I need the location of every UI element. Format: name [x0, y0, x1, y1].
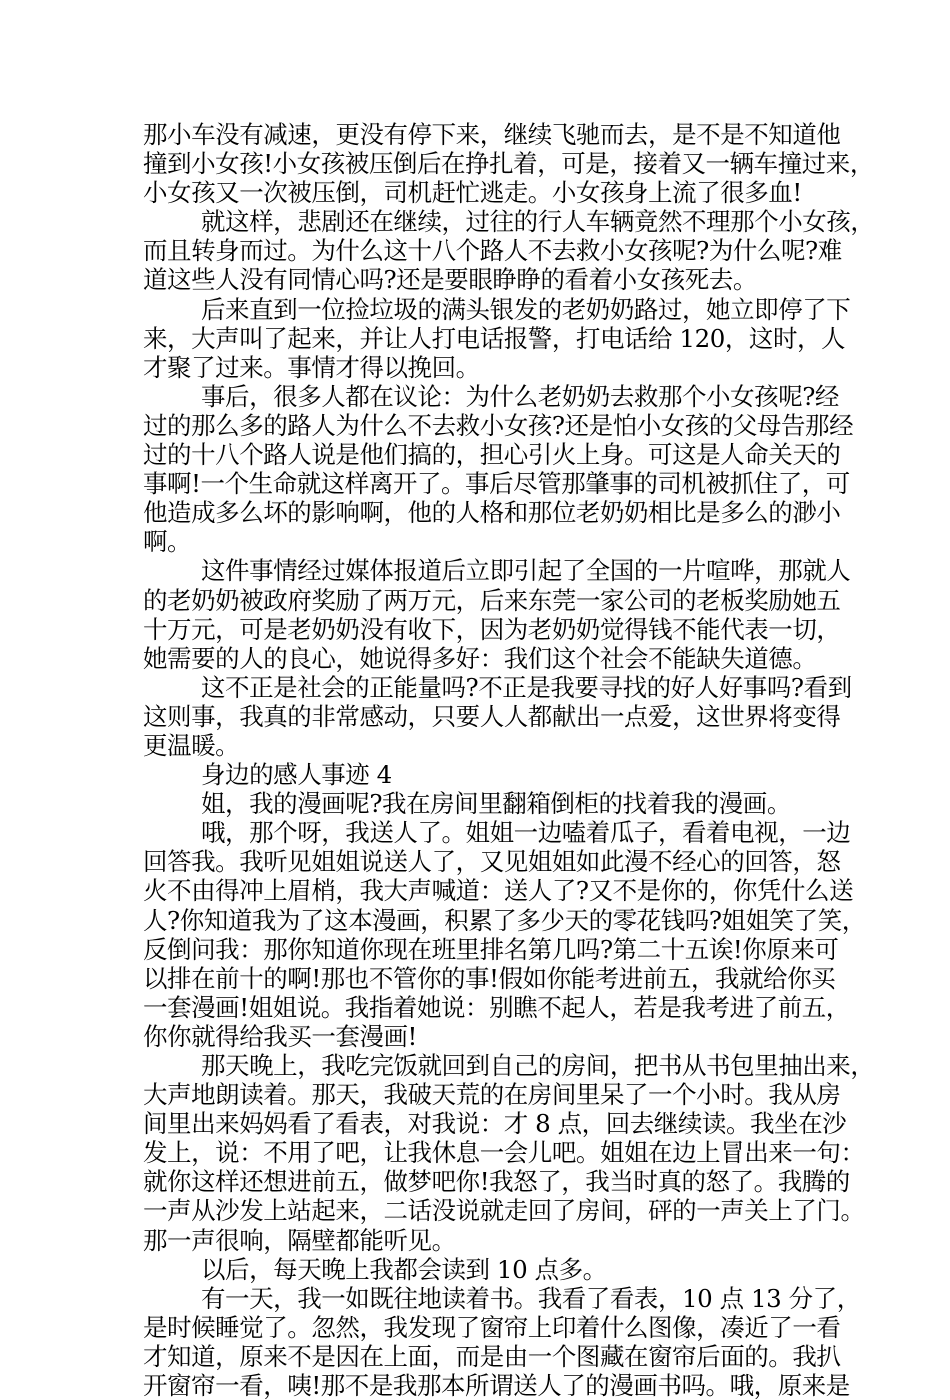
text-line: 过的那么多的路人为什么不去救小女孩?还是怕小女孩的父母告那经 [143, 410, 854, 440]
text-line: 更温暖。 [143, 730, 240, 760]
text-line: 间里出来妈妈看了看表，对我说：才 8 点，回去继续读。我坐在沙 [143, 1109, 847, 1139]
text-line: 有一天，我一如既往地读着书。我看了看表，10 点 13 分了， [201, 1283, 861, 1313]
text-line: 以排在前十的啊!那也不管你的事!假如你能考进前五，我就给你买 [143, 963, 836, 993]
text-line: 小女孩又一次被压倒，司机赶忙逃走。小女孩身上流了很多血! [143, 178, 802, 208]
text-line: 那小车没有减速，更没有停下来，继续飞驰而去，是不是不知道他 [143, 120, 841, 149]
text-line: 反倒问我：那你知道你现在班里排名第几吗?第二十五诶!你原来可 [143, 934, 839, 964]
text-line: 过的十八个路人说是他们搞的，担心引火上身。可这是人命关天的 [143, 440, 841, 470]
text-line: 一声从沙发上站起来，二话没说就走回了房间，砰的一声关上了门。 [143, 1196, 865, 1226]
text-line: 身边的感人事迹 4 [201, 760, 392, 790]
text-line: 才聚了过来。事情才得以挽回。 [143, 352, 480, 382]
text-line: 发上，说：不用了吧，让我休息一会儿吧。姐姐在边上冒出来一句： [143, 1138, 865, 1168]
text-line: 开窗帘一看，咦!那不是我那本所谓送人了的漫画书吗。哦，原来是 [143, 1371, 850, 1400]
text-line: 啊。 [143, 527, 192, 557]
text-line: 那一声很响，隔壁都能听见。 [143, 1225, 456, 1255]
text-line: 是时候睡觉了。忽然，我发现了窗帘上印着什么图像，凑近了一看 [143, 1312, 841, 1342]
text-line: 就你这样还想进前五，做梦吧你!我怒了，我当时真的怒了。我腾的 [143, 1167, 850, 1197]
text-line: 她需要的人的良心，她说得多好：我们这个社会不能缺失道德。 [143, 643, 817, 673]
text-line: 一套漫画!姐姐说。我指着她说：别瞧不起人，若是我考进了前五， [143, 992, 850, 1022]
text-line: 而且转身而过。为什么这十八个路人不去救小女孩呢?为什么呢?难 [143, 236, 842, 266]
text-line: 火不由得冲上眉梢，我大声喊道：送人了?又不是你的，你凭什么送 [143, 876, 854, 906]
text-line: 那天晚上，我吃完饭就回到自己的房间，把书从书包里抽出来， [201, 1051, 875, 1080]
text-line: 大声地朗读着。那天，我破天荒的在房间里呆了一个小时。我从房 [143, 1080, 841, 1110]
text-line: 姐，我的漫画呢?我在房间里翻箱倒柜的找着我的漫画。 [201, 789, 791, 819]
text-line: 的老奶奶被政府奖励了两万元，后来东莞一家公司的老板奖励她五 [143, 585, 841, 615]
text-line: 你你就得给我买一套漫画! [143, 1021, 417, 1051]
text-line: 撞到小女孩!小女孩被压倒后在挣扎着，可是，接着又一辆车撞过来， [143, 149, 874, 179]
text-line: 人?你知道我为了这本漫画，积累了多少天的零花钱吗?姐姐笑了笑， [143, 905, 866, 935]
text-line: 十万元，可是老奶奶没有收下，因为老奶奶觉得钱不能代表一切， [143, 614, 841, 644]
text-line: 这则事，我真的非常感动，只要人人都献出一点爱，这世界将变得 [143, 701, 841, 731]
text-line: 这不正是社会的正能量吗?不正是我要寻找的好人好事吗?看到 [201, 672, 852, 702]
text-line: 哦，那个呀，我送人了。姐姐一边嗑着瓜子，看着电视，一边 [201, 818, 851, 848]
text-line: 事后，很多人都在议论：为什么老奶奶去救那个小女孩呢?经 [201, 381, 839, 411]
text-line: 这件事情经过媒体报道后立即引起了全国的一片喧哗，那就人 [201, 556, 851, 586]
text-line: 后来直到一位捡垃圾的满头银发的老奶奶路过，她立即停了下 [201, 294, 851, 324]
text-line: 才知道，原来不是因在上面，而是由一个图藏在窗帘后面的。我扒 [143, 1341, 841, 1371]
text-line: 他造成多么坏的影响啊，他的人格和那位老奶奶相比是多么的渺小 [143, 498, 841, 528]
document-body [143, 120, 875, 1400]
text-line: 就这样，悲剧还在继续，过往的行人车辆竟然不理那个小女孩， [201, 207, 875, 237]
text-line: 道这些人没有同情心吗?还是要眼睁睁的看着小女孩死去。 [143, 265, 757, 295]
text-line: 来，大声叫了起来，并让人打电话报警，打电话给 120，这时，人 [143, 323, 846, 353]
text-line: 以后，每天晚上我都会读到 10 点多。 [201, 1254, 607, 1284]
text-line: 回答我。我听见姐姐说送人了，又见姐姐如此漫不经心的回答，怒 [143, 847, 841, 877]
text-line: 事啊!一个生命就这样离开了。事后尽管那肇事的司机被抓住了，可 [143, 469, 850, 499]
